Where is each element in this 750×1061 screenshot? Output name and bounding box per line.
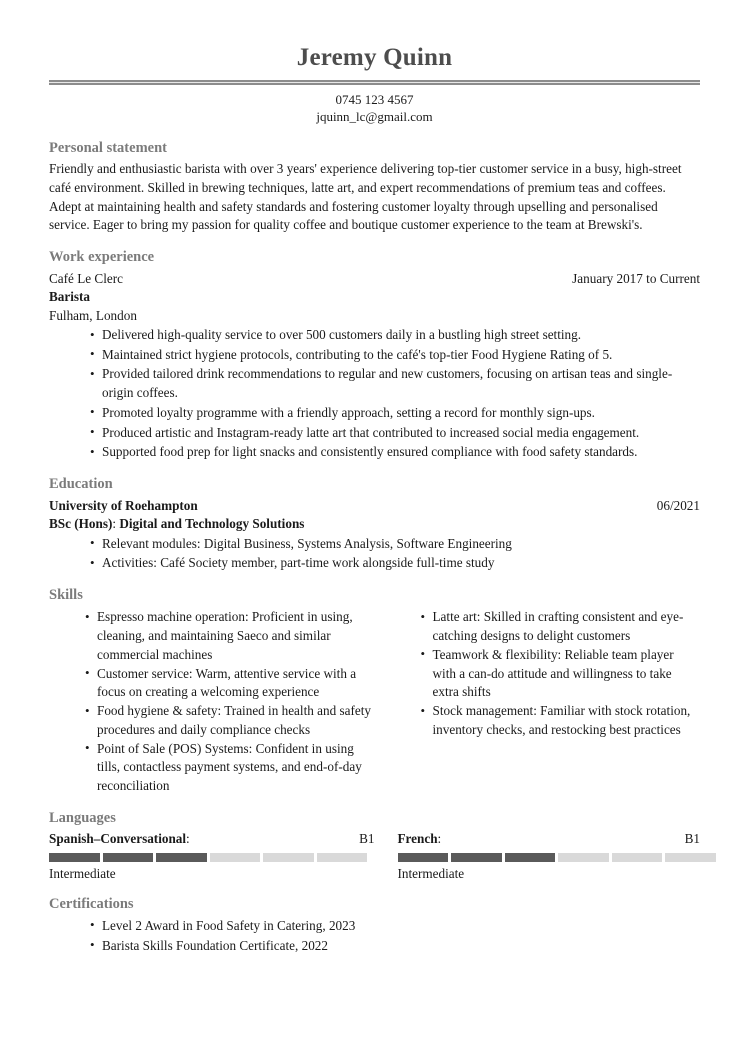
section-skills	[49, 587, 700, 796]
section-certifications	[49, 896, 700, 955]
meter-segment	[210, 853, 261, 862]
list-item: • Produced artistic and Instagram-ready latte art that contributed to increased social media engagement.	[90, 424, 700, 443]
work-location: Fulham, London	[49, 307, 137, 323]
education-entry-header	[49, 497, 700, 515]
personal-statement-text: Friendly and enthusiastic barista with over 3 years' experience delivering top-tier customer service in a busy, high-street café environment. Skilled in brewing techniques, latte art, and expert recommendations of premium teas and coffees. Adept at maintaining health and safety standards and fostering customer loyalty through upselling and personalised service. Eager to bring my passion for quality coffee and boutique customer experience to the team at Brewski's.	[49, 161, 682, 233]
list-item: • Latte art: Skilled in crafting consistent and eye-catching designs to delight customers	[421, 608, 701, 645]
section-heading-languages: Languages	[49, 809, 116, 826]
meter-segment	[263, 853, 314, 862]
meter-segment	[317, 853, 368, 862]
meter-segment	[505, 853, 556, 862]
list-item: • Espresso machine operation: Proficient in using, cleaning, and maintaining Saeco and similar commercial machines	[85, 608, 375, 664]
meter-segment	[398, 853, 449, 862]
skills-list-left	[49, 608, 375, 795]
language-name: French	[397, 831, 438, 847]
language-level-code: B1	[684, 831, 700, 847]
meter-segment	[612, 853, 663, 862]
language-name: Spanish–Conversational	[49, 831, 187, 847]
languages-columns	[49, 830, 700, 882]
language-level-code: B1	[359, 831, 375, 847]
list-item: • Relevant modules: Digital Business, Systems Analysis, Software Engineering	[90, 535, 700, 554]
language-proficiency-meter	[49, 853, 367, 862]
section-personal-statement	[49, 140, 700, 235]
list-item: • Customer service: Warm, attentive service with a focus on creating a welcoming experience	[85, 665, 375, 702]
language-proficiency-meter	[398, 853, 716, 862]
list-item: • Teamwork & flexibility: Reliable team player with a can-do attitude and willingness to take extra shifts	[421, 646, 701, 702]
education-date: 06/2021	[656, 497, 700, 513]
work-entry-header	[49, 270, 700, 288]
work-job-title: Barista	[49, 289, 91, 305]
education-institution: University of Roehampton	[49, 497, 198, 513]
contact-phone: 0745 123 4567	[335, 91, 414, 107]
list-item: • Point of Sale (POS) Systems: Confident in using tills, contactless payment systems, and end-of-day reconciliation	[85, 740, 375, 796]
meter-segment	[558, 853, 609, 862]
meter-segment	[451, 853, 502, 862]
section-heading-skills: Skills	[49, 586, 83, 603]
meter-segment	[665, 853, 716, 862]
header-divider	[49, 80, 700, 85]
meter-segment	[49, 853, 100, 862]
language-colon: :	[437, 831, 442, 847]
skills-column-left	[49, 607, 375, 795]
list-item: • Provided tailored drink recommendations to regular and new customers, focusing on artisan teas and single-origin coffees.	[90, 365, 700, 402]
contact-email: jquinn_lc@gmail.com	[316, 109, 433, 125]
list-item: • Barista Skills Foundation Certificate, 2022	[90, 937, 700, 956]
section-languages	[49, 810, 700, 883]
skills-list-right	[385, 608, 701, 739]
section-heading-certifications: Certifications	[49, 896, 134, 913]
section-education	[49, 476, 700, 573]
language-colon: :	[186, 831, 190, 847]
list-item: • Promoted loyalty programme with a friendly approach, setting a record for monthly sign-ups.	[90, 404, 700, 423]
list-item: • Delivered high-quality service to over 500 customers daily in a bustling high street setting.	[90, 326, 700, 345]
list-item: • Food hygiene & safety: Trained in health and safety procedures and daily compliance checks	[85, 702, 375, 739]
certifications-list	[49, 917, 700, 955]
language-caption: Intermediate	[397, 865, 465, 881]
language-item	[375, 830, 701, 882]
work-dates: January 2017 to Current	[572, 270, 700, 286]
education-qualification-separator: :	[112, 516, 120, 532]
skills-column-right	[375, 607, 701, 795]
education-bullet-list	[49, 535, 700, 573]
section-heading-personal-statement: Personal statement	[49, 139, 167, 156]
section-heading-work-experience: Work experience	[49, 249, 155, 266]
work-bullet-list	[49, 326, 700, 462]
list-item: • Activities: Café Society member, part-time work alongside full-time study	[90, 554, 700, 573]
section-heading-education: Education	[49, 476, 113, 493]
language-header	[49, 830, 375, 848]
resume-header	[49, 44, 700, 126]
meter-segment	[156, 853, 207, 862]
language-item	[49, 830, 375, 882]
list-item: • Maintained strict hygiene protocols, contributing to the café's top-tier Food Hygiene Rating of 5.	[90, 346, 700, 365]
list-item: • Level 2 Award in Food Safety in Catering, 2023	[90, 917, 700, 936]
list-item: • Supported food prep for light snacks and consistently ensured compliance with food safety standards.	[90, 443, 700, 462]
education-qualification	[49, 515, 700, 533]
language-label	[398, 830, 442, 848]
work-entry	[49, 270, 700, 463]
education-entry	[49, 497, 700, 573]
candidate-name: Jeremy Quinn	[296, 44, 453, 71]
education-qualification-subject: Digital and Technology Solutions	[119, 516, 305, 532]
list-item: • Stock management: Familiar with stock rotation, inventory checks, and restocking best practices	[421, 702, 701, 739]
meter-segment	[103, 853, 154, 862]
skills-columns	[49, 607, 700, 795]
education-qualification-label: BSc (Hons)	[49, 516, 113, 532]
work-employer: Café Le Clerc	[49, 270, 123, 286]
language-caption: Intermediate	[49, 865, 116, 881]
section-work-experience	[49, 249, 700, 462]
language-label	[49, 830, 190, 848]
language-header	[398, 830, 701, 848]
